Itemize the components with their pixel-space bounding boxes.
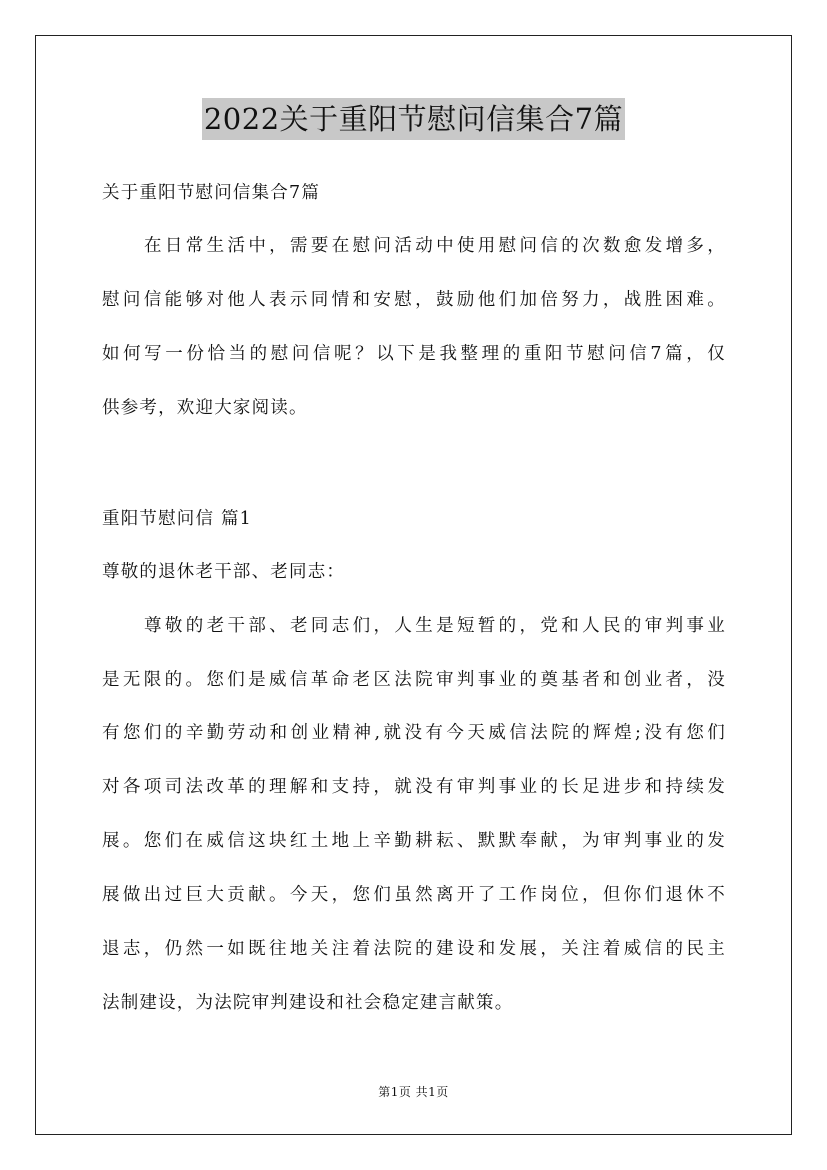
body-line: 对各项司法改革的理解和支持，就没有审判事业的长足进步和持续发 [102,777,726,797]
letter-salutation: 尊敬的退休老干部、老同志： [102,562,346,582]
page-number-footer: 第1页 共1页 [378,1085,449,1099]
intro-line: 慰问信能够对他人表示同情和安慰，鼓励他们加倍努力，战胜困难。 [102,290,726,310]
document-title: 2022关于重阳节慰问信集合7篇 [202,98,625,140]
intro-line: 供参考，欢迎大家阅读。 [102,398,308,418]
body-line: 展。您们在威信这块红土地上辛勤耕耘、默默奉献，为审判事业的发 [102,831,726,851]
document-subtitle: 关于重阳节慰问信集合7篇 [102,183,321,203]
body-line: 法制建设，为法院审判建设和社会稳定建言献策。 [102,993,514,1013]
body-line: 是无限的。您们是威信革命老区法院审判事业的奠基者和创业者，没 [102,670,726,690]
body-line: 退志，仍然一如既往地关注着法院的建设和发展，关注着威信的民主 [102,939,726,959]
title-container [0,98,827,140]
body-line: 有您们的辛勤劳动和创业精神,就没有今天威信法院的辉煌;没有您们 [102,723,726,743]
intro-line: 在日常生活中，需要在慰问活动中使用慰问信的次数愈发增多， [144,236,726,256]
body-line: 展做出过巨大贡献。今天，您们虽然离开了工作岗位，但你们退休不 [102,885,726,905]
intro-line: 如何写一份恰当的慰问信呢？以下是我整理的重阳节慰问信7篇，仅 [102,344,726,364]
body-line: 尊敬的老干部、老同志们，人生是短暂的，党和人民的审判事业 [144,616,726,636]
section-heading: 重阳节慰问信 篇1 [102,509,252,529]
